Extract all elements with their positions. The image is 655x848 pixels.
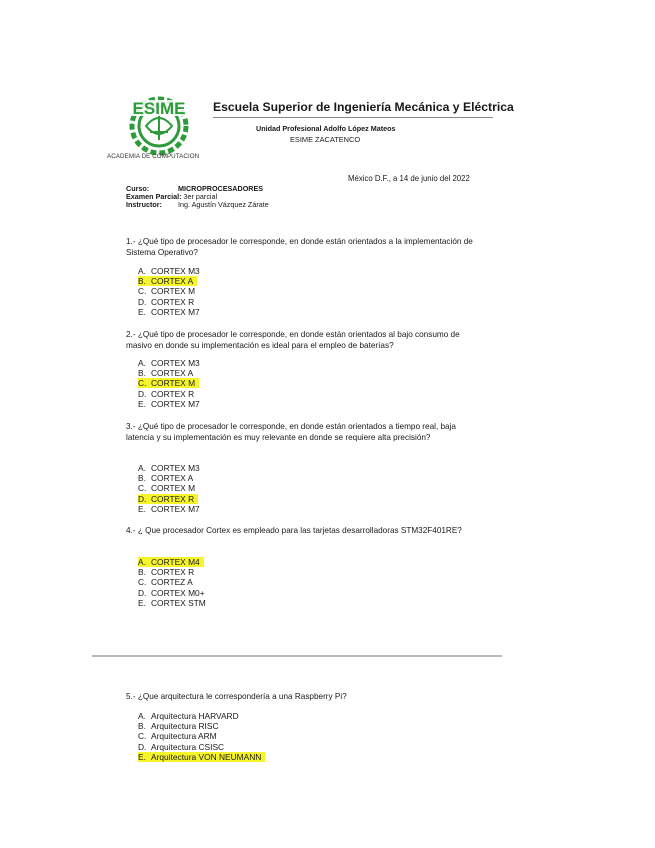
option-letter: C. — [138, 378, 147, 389]
answer-option — [138, 286, 200, 296]
option-letter: E. — [138, 503, 146, 514]
answer-option — [138, 276, 200, 286]
answer-option — [138, 389, 200, 399]
question-3-options — [138, 463, 200, 514]
option-letter: C. — [138, 577, 147, 588]
answer-option — [138, 297, 200, 307]
option-text: CORTEX M3 — [151, 358, 200, 368]
option-text: Arquitectura HARVARD — [151, 711, 239, 721]
answer-option — [138, 742, 265, 752]
option-letter: D. — [138, 388, 147, 399]
option-text: Arquitectura ARM — [151, 731, 217, 742]
option-letter: E. — [138, 751, 146, 762]
course-value: MICROPROCESADORES — [178, 184, 264, 193]
option-text: CORTEX M7 — [151, 398, 200, 409]
option-text: CORTEX M3 — [151, 463, 200, 473]
option-text: Arquitectura RISC — [151, 721, 219, 732]
option-text: CORTEX M7 — [151, 503, 200, 514]
unit-name: Unidad Profesional Adolfo López Mateos — [256, 124, 396, 133]
option-text: Arquitectura CSISC — [151, 741, 225, 752]
option-content — [138, 567, 194, 577]
question-3-text: 3.- ¿Qué tipo de procesador le corresponde, en donde están orientados a tiempo real, baja latencia y su implementación es muy relevante en donde se requiere alta precisión? — [126, 422, 456, 442]
question-1-text: 1.- ¿Qué tipo de procesador le corresponde, en donde están orientados a la implementación de Sistema Operativo? — [126, 237, 473, 257]
option-text: CORTEX A — [151, 276, 194, 287]
instructor-row — [126, 200, 269, 209]
option-text: CORTEX R — [151, 388, 195, 399]
option-text: CORTEX STM — [151, 597, 206, 608]
answer-option — [138, 399, 200, 409]
question-5-text: 5.- ¿Que arquitectura le correspondería a una Raspberry Pi? — [126, 692, 347, 701]
option-text: CORTEX M — [151, 378, 196, 389]
option-content — [138, 598, 206, 608]
option-text: CORTEX M — [151, 286, 196, 297]
option-text: CORTEX A — [151, 368, 194, 379]
option-text: CORTEX R — [151, 296, 195, 307]
option-letter: C. — [138, 731, 147, 742]
option-letter: B. — [138, 368, 146, 379]
option-text: CORTEX R — [151, 567, 195, 578]
option-letter: A. — [138, 266, 146, 276]
option-letter: B. — [138, 473, 146, 484]
exam-value: 3er parcial — [183, 192, 218, 201]
question-5-options — [138, 711, 265, 762]
header-rule — [213, 117, 493, 118]
logo-wordmark: ESIME — [132, 99, 186, 118]
option-letter: A. — [138, 463, 146, 473]
option-content — [138, 742, 224, 752]
question-2-text: 2.- ¿Qué tipo de procesador le corresponde, en donde están orientados al bajo consumo de masivo en donde su implementación es ideal para el empleo de baterías? — [126, 330, 460, 350]
option-letter: D. — [138, 296, 147, 307]
answer-option — [138, 567, 206, 577]
answer-option — [138, 588, 206, 598]
option-content — [138, 483, 195, 493]
question-1-options — [138, 266, 200, 317]
option-text: CORTEX M4 — [151, 557, 200, 567]
option-text: Arquitectura VON NEUMANN — [151, 751, 262, 762]
option-letter: D. — [138, 493, 147, 504]
option-letter: A. — [138, 557, 146, 567]
answer-option — [138, 368, 200, 378]
option-text: CORTEX A — [151, 473, 194, 484]
option-letter: A. — [138, 711, 146, 721]
answer-option — [138, 463, 200, 473]
option-text: CORTEX M7 — [151, 306, 200, 317]
answer-option — [138, 266, 200, 276]
answer-option — [138, 557, 206, 567]
option-text: CORTEX M3 — [151, 266, 200, 276]
option-letter: E. — [138, 306, 146, 317]
course-label: Curso: — [126, 184, 150, 193]
question-4-options — [138, 557, 206, 608]
highlighted-answer — [138, 378, 199, 388]
answer-option — [138, 711, 265, 721]
answer-option — [138, 598, 206, 608]
option-text: CORTEX M — [151, 483, 196, 494]
instructor-value: Ing. Agustín Vázquez Zárate — [178, 200, 269, 209]
answer-option — [138, 731, 265, 741]
answer-option — [138, 721, 265, 731]
campus-name: ESIME ZACATENCO — [290, 135, 361, 144]
option-content — [138, 731, 217, 741]
option-text: CORTEX M0+ — [151, 587, 205, 598]
academy-name: ACADEMIA DE COMPUTACION — [107, 153, 200, 160]
option-letter: B. — [138, 567, 146, 578]
option-content — [138, 368, 193, 378]
option-content — [138, 286, 195, 296]
option-content — [138, 577, 193, 587]
answer-option — [138, 494, 200, 504]
answer-option — [138, 504, 200, 514]
option-content — [138, 358, 200, 368]
option-text: CORTEX R — [151, 493, 195, 504]
option-content — [138, 711, 239, 721]
option-content — [138, 588, 205, 598]
answer-option — [138, 358, 200, 368]
institution-title: Escuela Superior de Ingeniería Mecánica y Eléctrica — [213, 100, 514, 114]
option-content — [138, 389, 194, 399]
option-content — [138, 463, 200, 473]
option-letter: D. — [138, 587, 147, 598]
highlighted-answer — [138, 494, 198, 504]
option-text: CORTEZ A — [151, 577, 193, 588]
answer-option — [138, 577, 206, 587]
option-content — [138, 721, 219, 731]
instructor-label: Instructor: — [126, 200, 162, 209]
option-letter: C. — [138, 286, 147, 297]
option-letter: A. — [138, 358, 146, 368]
option-letter: D. — [138, 741, 147, 752]
question-4-text: 4.- ¿ Que procesador Cortex es empleado para las tarjetas desarrolladoras STM32F401RE? — [126, 526, 462, 535]
option-letter: B. — [138, 721, 146, 732]
option-content — [138, 307, 200, 317]
option-content — [138, 473, 193, 483]
answer-option — [138, 378, 200, 388]
esime-logo — [118, 92, 200, 158]
option-letter: C. — [138, 483, 147, 494]
answer-option — [138, 483, 200, 493]
question-2-options — [138, 358, 200, 409]
page-divider — [92, 655, 502, 657]
option-content — [138, 266, 200, 276]
option-content — [138, 297, 194, 307]
highlighted-answer — [138, 276, 197, 286]
answer-option — [138, 307, 200, 317]
option-content — [138, 504, 200, 514]
highlighted-answer — [138, 557, 204, 567]
highlighted-answer — [138, 752, 265, 762]
exam-date: México D.F., a 14 de junio del 2022 — [348, 174, 470, 183]
answer-option — [138, 752, 265, 762]
option-letter: B. — [138, 276, 146, 287]
option-letter: E. — [138, 398, 146, 409]
answer-option — [138, 473, 200, 483]
option-letter: E. — [138, 597, 146, 608]
exam-label: Examen Parcial: — [126, 192, 182, 201]
option-content — [138, 399, 200, 409]
